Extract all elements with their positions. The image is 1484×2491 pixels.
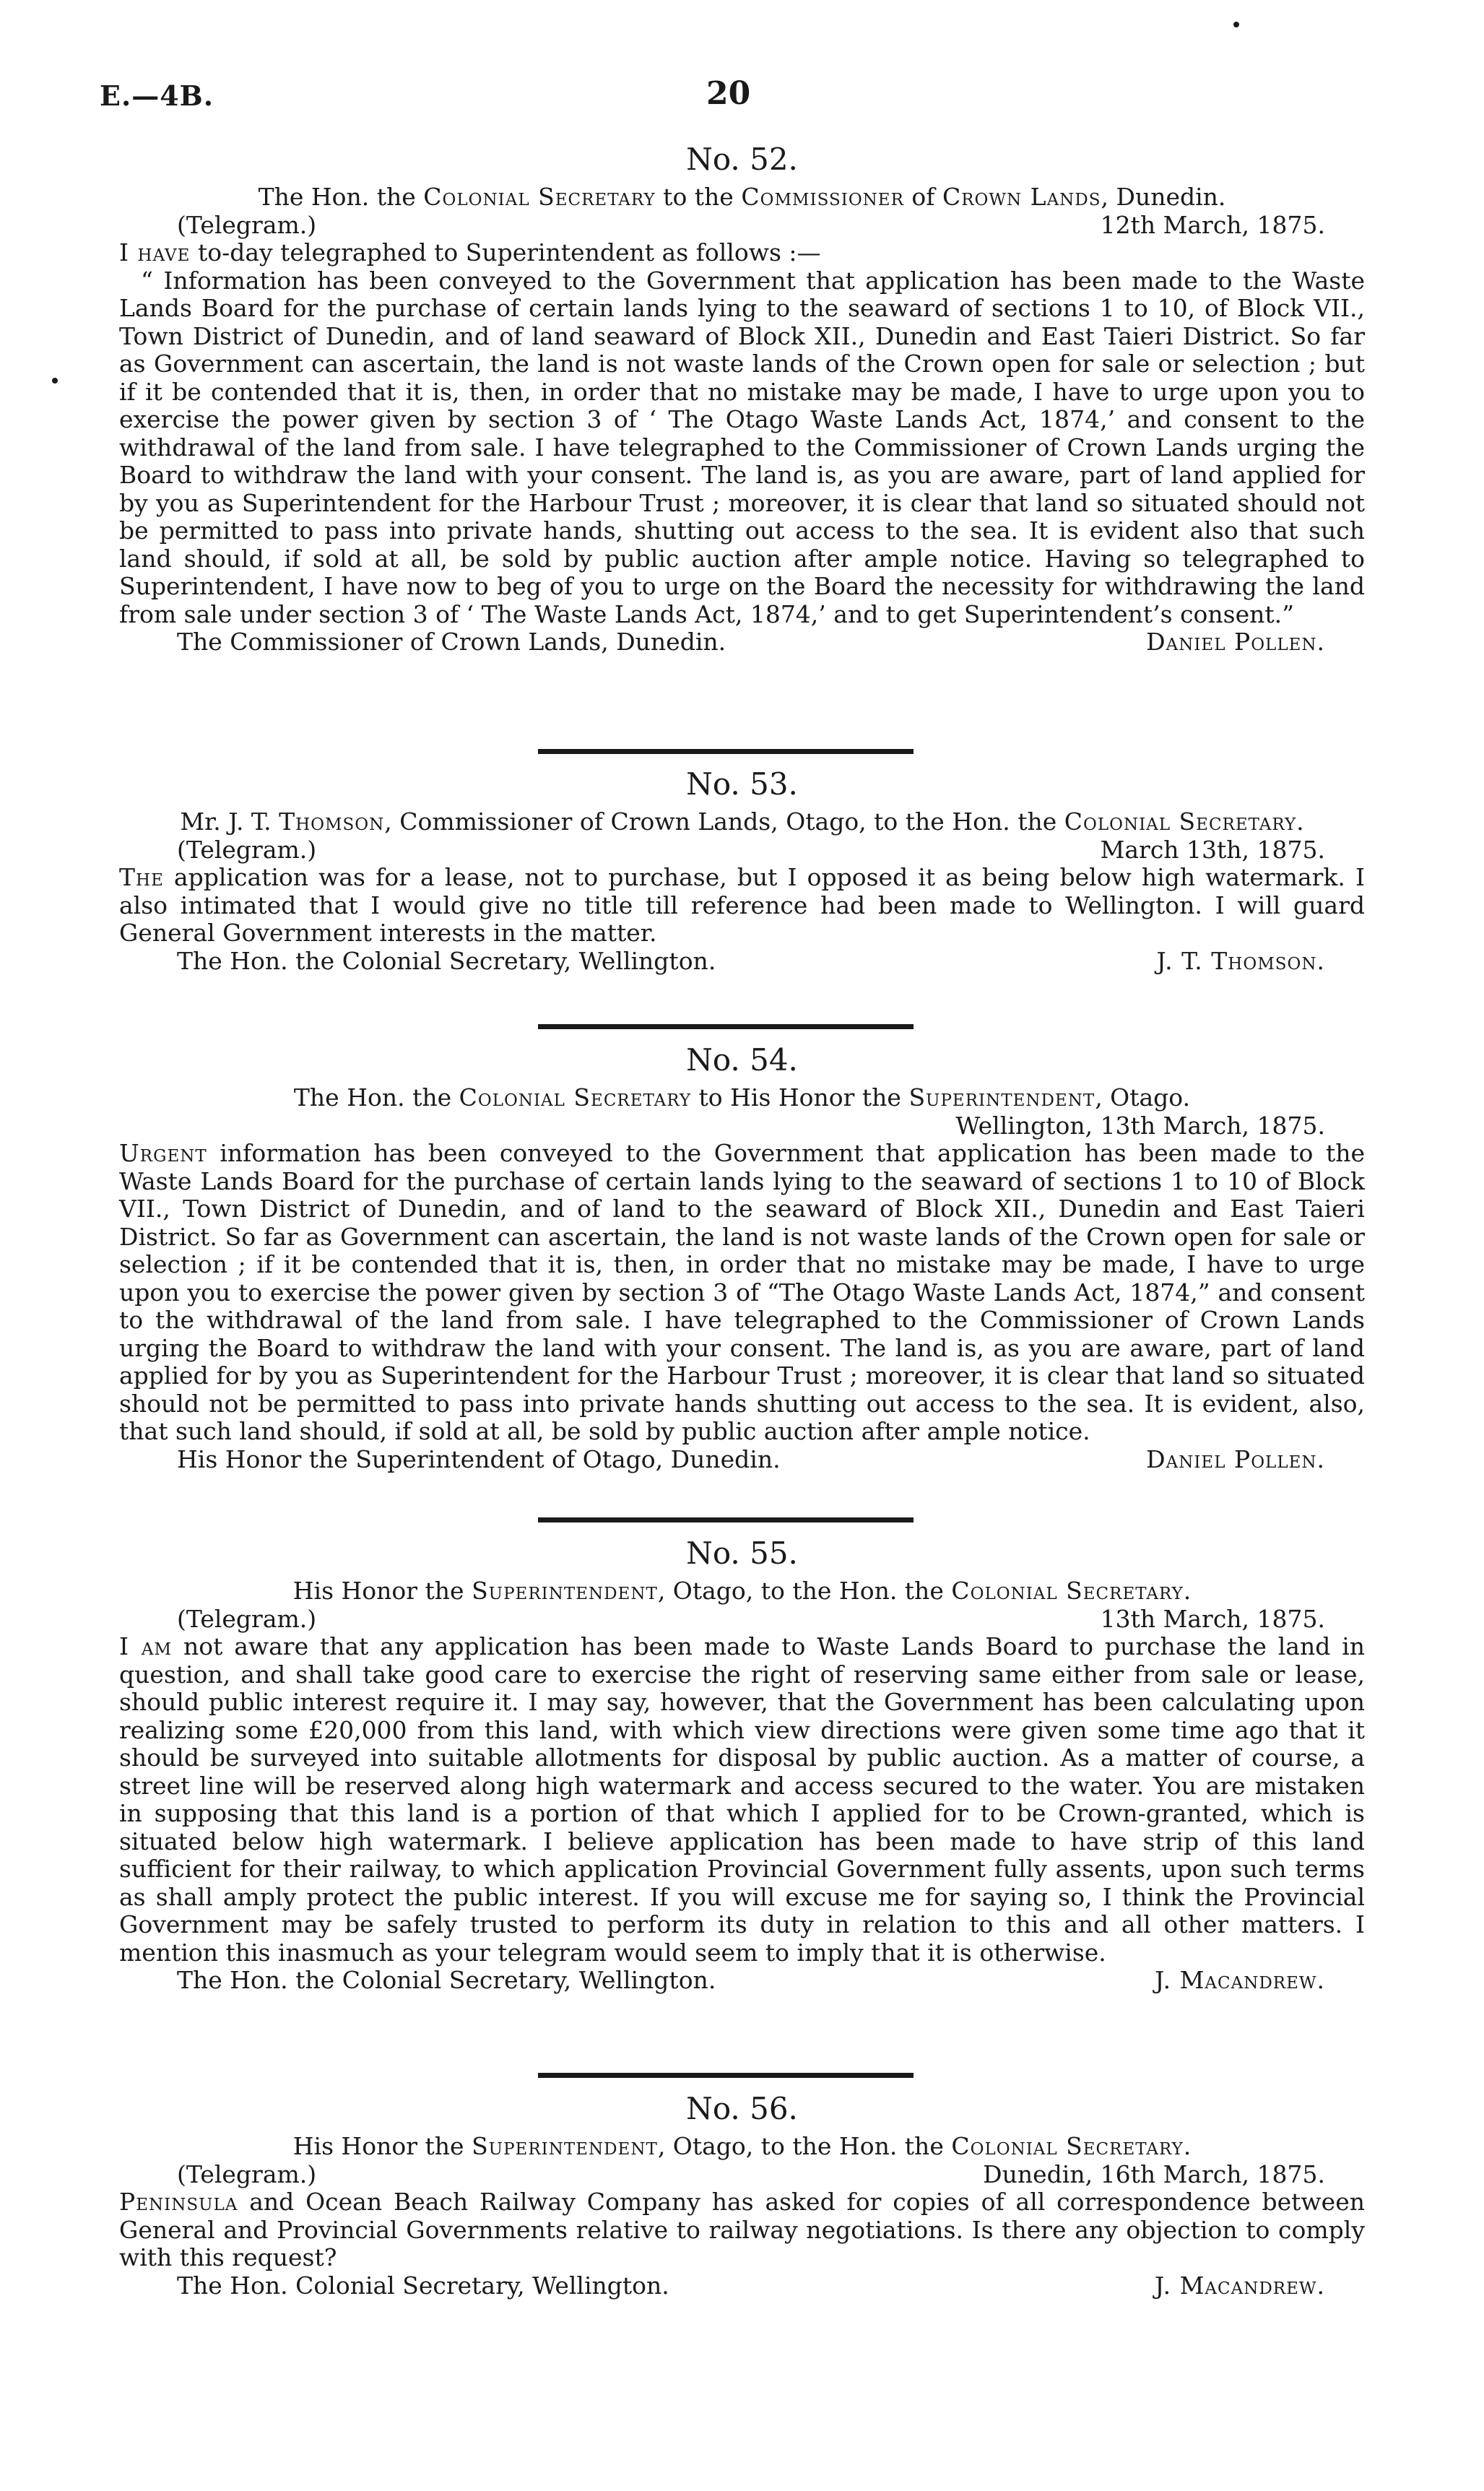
telegram-label: (Telegram.) bbox=[177, 1604, 317, 1633]
letter-date: Dunedin, 16th March, 1875. bbox=[983, 2159, 1325, 2188]
section-divider bbox=[538, 1024, 914, 1029]
body-paragraph: Peninsula and Ocean Beach Railway Company has asked for copies of all correspondence between General and Provincial Governments relative to railway negotiations. Is there any objection to comply with this request? bbox=[119, 2188, 1365, 2271]
margin-mark bbox=[1233, 22, 1239, 27]
letter-closing bbox=[119, 948, 1365, 976]
addressee: The Commissioner of Crown Lands, Dunedin. bbox=[177, 628, 726, 656]
letter-heading: The Hon. the Colonial Secretary to His Honor the Superintendent, Otago. bbox=[293, 1083, 1191, 1112]
letter-body bbox=[119, 1140, 1365, 1446]
body-paragraph: The application was for a lease, not to purchase, but I opposed it as being below high watermark. I also intimated that I would give no title till reference had been made to Wellington. I will guard General Government interests in the matter. bbox=[119, 863, 1365, 947]
letter-body bbox=[119, 239, 1365, 628]
signature: J. T. Thomson. bbox=[1156, 946, 1325, 975]
opening-word: I have bbox=[119, 238, 191, 267]
signature: Daniel Pollen. bbox=[1146, 1444, 1325, 1473]
letter-closing bbox=[119, 628, 1365, 657]
letter-heading: His Honor the Superintendent, Otago, to the Hon. the Colonial Secretary. bbox=[292, 1577, 1192, 1605]
letter-heading: His Honor the Superintendent, Otago, to the Hon. the Colonial Secretary. bbox=[292, 2132, 1192, 2160]
letter-no-55 bbox=[119, 1535, 1365, 1995]
letter-number: No. 55. bbox=[686, 1535, 798, 1571]
addressee: The Hon. the Colonial Secretary, Wellington. bbox=[177, 1966, 716, 1994]
letter-number: No. 56. bbox=[686, 2091, 798, 2126]
telegram-label: (Telegram.) bbox=[177, 210, 317, 239]
addressee: The Hon. Colonial Secretary, Wellington. bbox=[177, 2271, 669, 2300]
letter-date: 12th March, 1875. bbox=[1100, 210, 1325, 239]
letter-number: No. 53. bbox=[686, 766, 798, 802]
telegram-label: (Telegram.) bbox=[177, 835, 317, 864]
section-divider bbox=[538, 749, 914, 754]
signature: J. Macandrew. bbox=[1154, 1966, 1325, 1994]
addressee: The Hon. the Colonial Secretary, Wellington. bbox=[177, 946, 716, 975]
opening-word: I am bbox=[119, 1632, 173, 1660]
telegram-label: (Telegram.) bbox=[177, 2159, 317, 2188]
letter-number: No. 54. bbox=[686, 1042, 798, 1078]
body-paragraph: “ Information has been conveyed to the Government that application has been made to the Waste Lands Board for the purchase of certain lands lying to the seaward of sections 1 to 10, of Block VII., Town District of Dunedin, and of land seaward of Block XII., Dunedin and East Taieri District. So far as Government can ascertain, the land is not waste lands of the Crown open for sale or selection ; but if it be contended that it is, then, in order that no mistake may be made, I have to urge upon you to exercise the power given by section 3 of ‘ The Otago Waste Lands Act, 1874,’ and consent to the withdrawal of the land from sale. I have telegraphed to the Commissioner of Crown Lands urging the Board to withdraw the land with your consent. The land is, as you are aware, part of land applied for by you as Superintendent for the Harbour Trust ; moreover, it is clear that land so situated should not be permitted to pass into private hands, shutting out access to the sea. It is evident also that such land should, if sold at all, be sold by public auction after ample notice. Having so telegraphed to Superintendent, I have now to beg of you to urge on the Board the necessity for withdrawing the land from sale under section 3 of ‘ The Waste Lands Act, 1874,’ and to get Superintendent’s consent.” bbox=[119, 266, 1365, 628]
opening-word: Urgent bbox=[119, 1139, 207, 1167]
letter-body bbox=[119, 864, 1365, 948]
letter-number: No. 52. bbox=[686, 142, 798, 177]
letter-date: March 13th, 1875. bbox=[1100, 835, 1325, 864]
letter-body bbox=[119, 1633, 1365, 1967]
letter-heading: Mr. J. T. Thomson, Commissioner of Crown Lands, Otago, to the Hon. the Colonial Secretary. bbox=[180, 807, 1304, 836]
letter-closing bbox=[119, 1446, 1365, 1474]
letter-date: 13th March, 1875. bbox=[1100, 1604, 1325, 1633]
letter-meta bbox=[119, 2161, 1365, 2189]
section-divider bbox=[538, 2073, 914, 2078]
letter-meta bbox=[119, 1606, 1365, 1634]
margin-mark bbox=[52, 378, 58, 384]
letter-no-53 bbox=[119, 766, 1365, 975]
letter-no-54 bbox=[119, 1042, 1365, 1473]
body-paragraph: I am not aware that any application has been made to Waste Lands Board to purchase the land in question, and shall take good care to exercise the right of reserving same either from sale or lease, should public interest require it. I may say, however, that the Government has been calculating upon realizing some £20,000 from this land, with which view directions were given some time ago that it should be surveyed into suitable allotments for disposal by public auction. As a matter of course, a street line will be reserved along high watermark and access secured to the water. You are mistaken in supposing that this land is a portion of that which I applied for to be Crown-granted, which is situated below high watermark. I believe application has been made to have strip of this land sufficient for their railway, to which application Provincial Government fully assents, upon such terms as shall amply protect the public interest. If you will excuse me for saying so, I think the Provincial Government may be safely trusted to perform its duty in relation to this and all other matters. I mention this inasmuch as your telegram would seem to imply that it is otherwise. bbox=[119, 1632, 1366, 1967]
letter-meta bbox=[119, 212, 1365, 240]
body-paragraph: Urgent information has been conveyed to the Government that application has been made to the Waste Lands Board for the purchase of certain lands lying to the seaward of sections 1 to 10 of Block VII., Town District of Dunedin, and of land to the seaward of Block XII., Dunedin and East Taieri District. So far as Government can ascertain, the land is not waste lands of the Crown open for sale or selection ; if it be contended that it is, then, in order that no mistake may be made, I have to urge upon you to exercise the power given by section 3 of “The Otago Waste Lands Act, 1874,” and consent to the withdrawal of the land from sale. I have telegraphed to the Commissioner of Crown Lands urging the Board to withdraw the land with your consent. The land is, as you are aware, part of land applied for by you as Superintendent for the Harbour Trust ; moreover, it is clear that land so situated should not be permitted to pass into private hands shutting out access to the sea. It is evident, also, that such land should, if sold at all, be sold by public auction after ample notice. bbox=[119, 1139, 1365, 1445]
letter-body bbox=[119, 2188, 1365, 2272]
signature: Daniel Pollen. bbox=[1146, 628, 1325, 656]
page-number: 20 bbox=[706, 75, 751, 112]
document-reference: E.—4B. bbox=[100, 79, 214, 112]
letter-meta bbox=[119, 836, 1365, 865]
letter-no-56 bbox=[119, 2091, 1365, 2300]
letter-date: Wellington, 13th March, 1875. bbox=[955, 1111, 1325, 1140]
opening-word: The bbox=[119, 863, 164, 891]
section-divider bbox=[538, 1517, 914, 1522]
addressee: His Honor the Superintendent of Otago, Dunedin. bbox=[177, 1444, 781, 1473]
letter-closing bbox=[119, 1967, 1365, 1995]
opening-word: Peninsula bbox=[119, 2188, 238, 2216]
letter-heading: The Hon. the Colonial Secretary to the Commissioner of Crown Lands, Dunedin. bbox=[258, 183, 1226, 211]
letter-closing bbox=[119, 2272, 1365, 2300]
signature: J. Macandrew. bbox=[1154, 2271, 1325, 2300]
body-paragraph: I have to-day telegraphed to Superintendent as follows :— bbox=[119, 238, 821, 267]
letter-no-52 bbox=[119, 142, 1365, 657]
